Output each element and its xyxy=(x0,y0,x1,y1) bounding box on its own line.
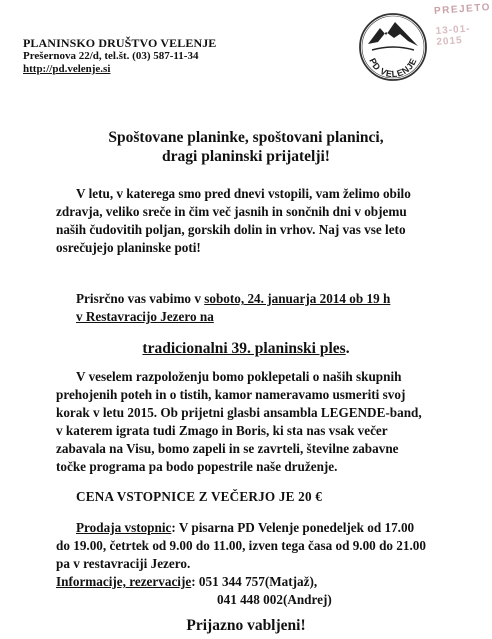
svg-text:PD VELENJE xyxy=(367,56,418,79)
ticket-sales-line xyxy=(76,519,414,537)
ticket-price: CENA VSTOPNICE Z VEČERJO JE 20 € xyxy=(76,489,323,504)
invitation-venue: v Restavracijo Jezero na xyxy=(76,309,214,324)
contact-phone-1: : 051 344 757(Matjaž), xyxy=(191,574,318,589)
logo-text: PD VELENJE xyxy=(367,56,419,80)
invitation-date: soboto, 24. januarja 2014 ob 19 h xyxy=(204,291,391,306)
ticket-sales-text: : V pisarna PD Velenje ponedeljek od 17.00 xyxy=(171,520,415,535)
organization-address: Prešernova 22/d, tel.št. (03) 587-11-34 xyxy=(23,50,199,62)
event-title-period: . xyxy=(345,340,350,357)
wish-paragraph-line: zdravja, veliko sreče in čim več jasnih in sončnih dni v objemu xyxy=(56,204,407,219)
invitation-prefix: Prisrčno vas vabimo v xyxy=(76,291,205,306)
event-title xyxy=(0,340,492,358)
invitation-line xyxy=(76,290,390,308)
pd-velenje-logo xyxy=(356,10,430,84)
greeting-line-1: Spoštovane planinke, spoštovani planinci, xyxy=(108,129,384,146)
greeting-line-2: dragi planinski prijatelji! xyxy=(162,148,330,165)
program-paragraph-line: v katerem igrata tudi Zmago in Boris, ki sta nas vsak večer xyxy=(56,423,388,438)
program-paragraph-line: prehojenih poteh in o tistih, kamor nameravamo usmeriti svoj xyxy=(56,387,406,402)
organization-name: PLANINSKO DRUŠTVO VELENJE xyxy=(23,36,217,50)
closing-line: Prijazno vabljeni! xyxy=(186,617,306,634)
wish-paragraph-line: naših čudovitih poljan, gorskih dolin in vrhov. Naj vas vse leto xyxy=(56,222,406,237)
program-paragraph-line: točke programa pa bodo popestrile naše druženje. xyxy=(56,459,338,474)
contact-line xyxy=(56,573,317,591)
event-title-text: tradicionalni 39. planinski ples xyxy=(142,340,346,357)
wish-paragraph-line: osrečujejo planinske poti! xyxy=(56,240,201,255)
organization-url-link[interactable]: http://pd.velenje.si xyxy=(23,63,111,75)
ticket-sales-label: Prodaja vstopnic xyxy=(76,520,172,535)
ticket-sales-line: do 19.00, četrtek od 9.00 do 11.00, izven tega časa od 9.00 do 21.00 xyxy=(56,538,426,553)
program-paragraph-line: korak v letu 2015. Ob prijetni glasbi ansambla LEGENDE-band, xyxy=(56,405,422,420)
contact-phone-2: 041 448 002(Andrej) xyxy=(217,592,332,607)
program-paragraph-line: zabavala na Visu, bomo zapeli in se zavrteli, številne zabavne xyxy=(56,441,399,456)
wish-paragraph-line: V letu, v katerega smo pred dnevi vstopili, vam želimo obilo xyxy=(76,186,411,201)
received-stamp-label: PREJETO xyxy=(433,2,492,17)
received-stamp-date: 13-01-2015 xyxy=(435,23,471,48)
contact-label: Informacije, rezervacije xyxy=(56,574,192,589)
program-paragraph-line: V veselem razpoloženju bomo poklepetali o naših skupnih xyxy=(76,369,402,384)
ticket-sales-line: pa v restavraciji Jezero. xyxy=(56,556,191,571)
